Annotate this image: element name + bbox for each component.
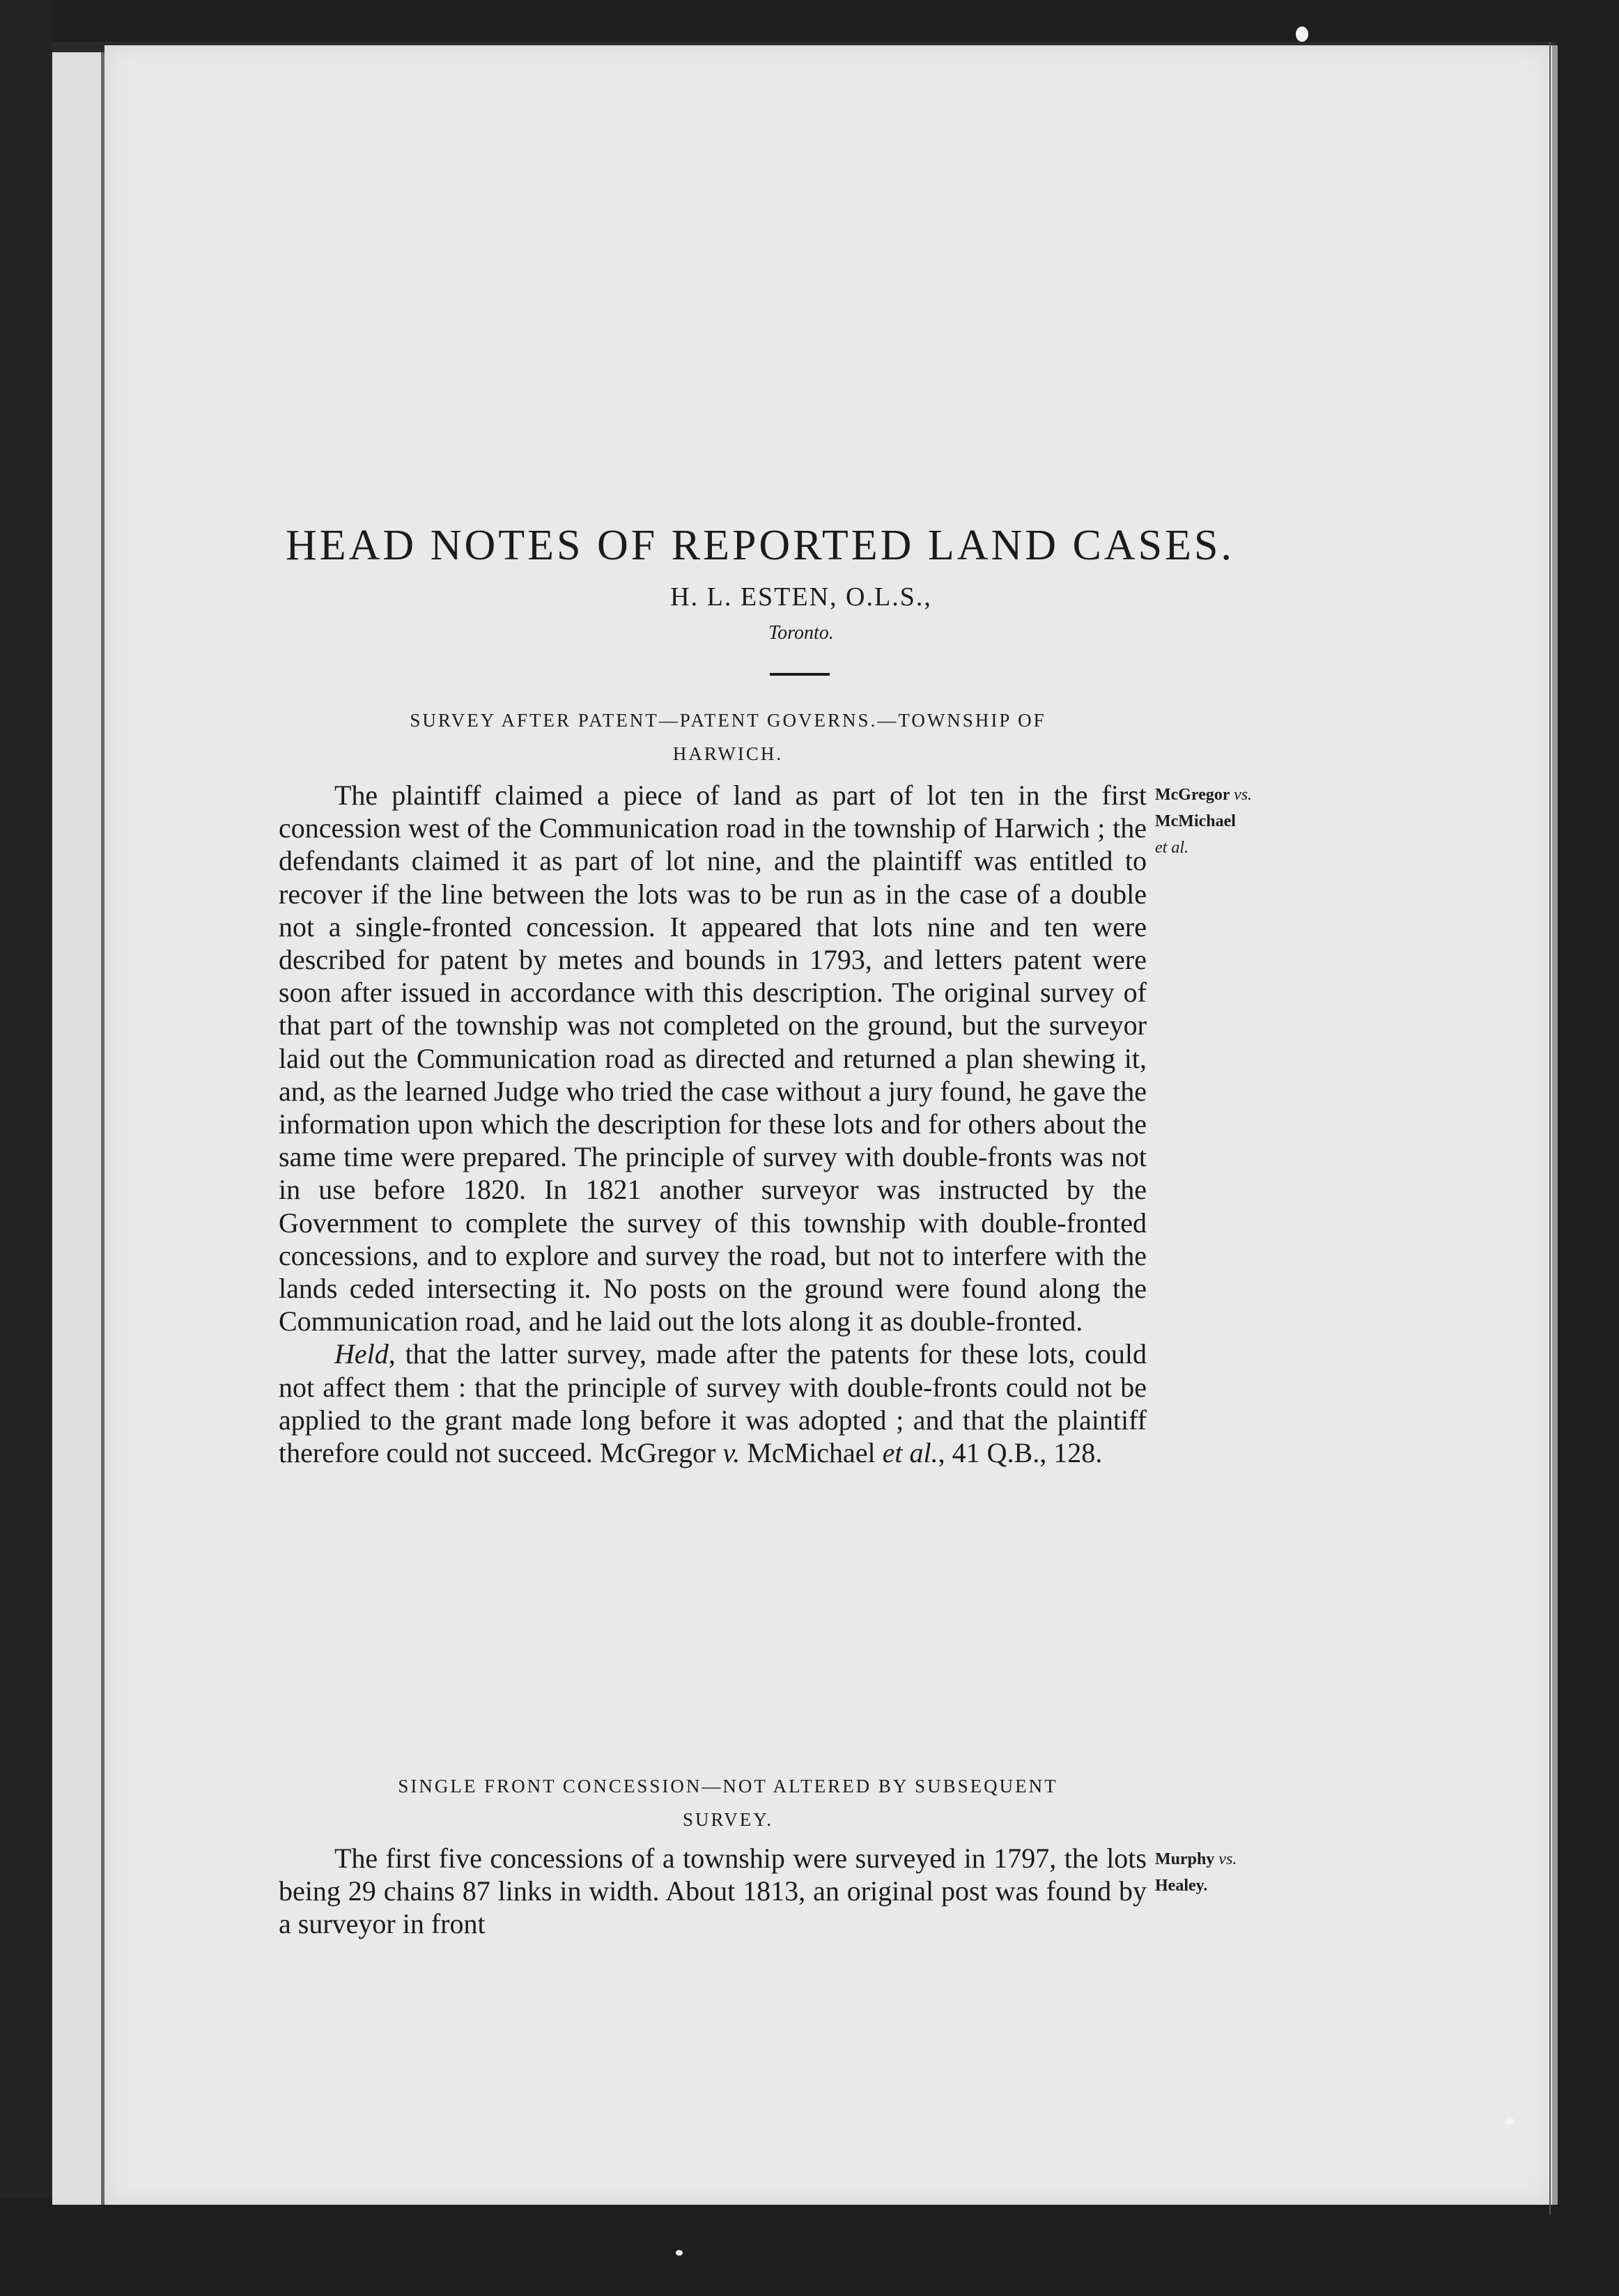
sidenote-1-etal: et al. — [1155, 839, 1188, 857]
held-word: Held — [334, 1338, 389, 1370]
section-heading-1 — [275, 704, 1181, 770]
citation-reference: , 41 Q.B., 128. — [938, 1437, 1103, 1469]
case-paragraph-2: The first five concessions of a township were surveyed in 1797, the lots being 29 chains 87 links in width. About 1813, an original post was found by a surveyor in front — [279, 1843, 1147, 1940]
article-title: HEAD NOTES OF REPORTED LAND CASES. — [286, 522, 1235, 569]
previous-page-edge — [52, 52, 104, 2205]
sidenote-1-party1: McGregor — [1155, 786, 1230, 804]
sidenote-1-party2: McMichael — [1155, 812, 1236, 830]
sidenote-2-party2: Healey. — [1155, 1877, 1208, 1895]
sidenote-case-2 — [1155, 1846, 1322, 1899]
scan-border-right — [1556, 0, 1619, 2296]
scan-border-top — [0, 0, 1619, 42]
page-right-edge — [1552, 45, 1558, 2205]
sidenote-case-1 — [1155, 782, 1322, 861]
section-heading-2-line1: SINGLE FRONT CONCESSION—NOT ALTERED BY SUBSEQUENT — [398, 1776, 1058, 1797]
page-fold-line — [1549, 42, 1551, 2215]
scan-speck — [1296, 26, 1308, 42]
section-heading-2 — [275, 1769, 1181, 1836]
title-divider — [770, 673, 830, 676]
scan-border-bottom — [0, 2198, 1619, 2296]
author-location: Toronto. — [768, 622, 834, 644]
scan-border-left — [0, 0, 52, 2296]
citation-etal: et al. — [882, 1437, 938, 1469]
section-heading-1-line1: SURVEY AFTER PATENT—PATENT GOVERNS.—TOWNSHIP OF — [410, 710, 1046, 731]
author-line: H. L. ESTEN, O.L.S., — [670, 582, 932, 612]
section-heading-1-line2: HARWICH. — [672, 743, 784, 764]
case-holding-paragraph — [279, 1337, 1147, 1469]
citation-v: v. — [722, 1437, 741, 1469]
section-heading-2-line2: SURVEY. — [682, 1809, 774, 1830]
section-body-2 — [279, 1842, 1147, 1941]
scan-speck — [676, 2250, 683, 2256]
sidenote-2-vs: vs. — [1218, 1850, 1237, 1868]
sidenote-2-party1: Murphy — [1155, 1850, 1215, 1868]
case-paragraph-1: The plaintiff claimed a piece of land as part of lot ten in the first concession west of the Communication road in the township of Harwich ; the defendants claimed it as part of lot nine, and the plaintiff was entitled to recover if the line between the lots was to be run as in the case of a double not a single-fronted concession. It appeared that lots nine and ten were described for patent by metes and bounds in 1793, and letters patent were soon after issued in accordance with this description. The original survey of that part of the township was not completed on the ground, but the surveyor laid out the Communication road as directed and returned a plan shewing it, and, as the learned Judge who tried the case without a jury found, he gave the information upon which the description for these lots and for others about the same time were prepared. The principle of survey with double-fronts was not in use before 1820. In 1821 another surveyor was instructed by the Government to complete the survey of this township with double-fronted concessions, and to explore and survey the road, but not to interfere with the lands ceded intersecting it. No posts on the ground were found along the Communication road, and he laid out the lots along it as double-fronted. — [279, 779, 1147, 1337]
holding-text: , that the latter survey, made after the patents for these lots, could not affect them : that the principle of survey with double-fronts could not be applied to the grant made long before it was adopted ; and that the plaintiff therefore could not succeed. McGregor — [279, 1338, 1147, 1469]
scan-speck — [1505, 2118, 1515, 2125]
sidenote-1-vs: vs. — [1234, 786, 1253, 804]
section-body-1 — [279, 779, 1147, 1469]
citation-party: McMichael — [740, 1437, 883, 1469]
